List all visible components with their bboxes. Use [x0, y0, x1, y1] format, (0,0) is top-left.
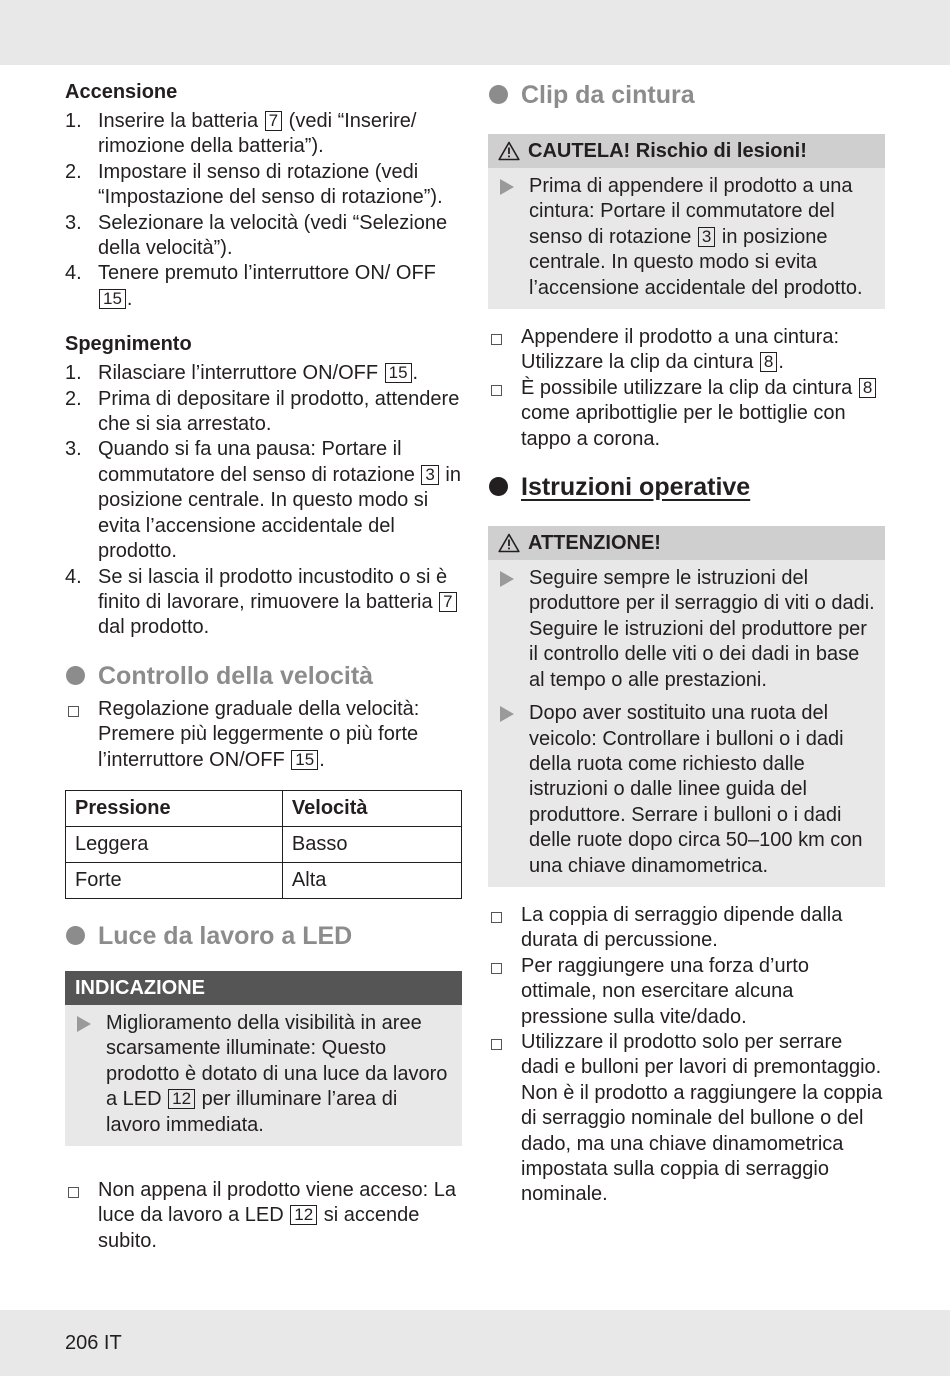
table-header-row	[66, 790, 462, 826]
step-number: 1.	[65, 110, 82, 132]
list-item: 1. Rilasciare l’interruttore ON/OFF 15 .	[65, 361, 462, 386]
arrow-right-icon	[77, 1016, 91, 1032]
notice-title: ATTENZIONE!	[488, 526, 885, 560]
list-item: La coppia di serraggio dipende dalla durata di percussione.	[488, 903, 885, 954]
list-item: 4. Tenere premuto l’interruttore ON/ OFF 15 .	[65, 262, 436, 310]
part-ref-badge: 8	[760, 352, 777, 372]
caution-notice	[488, 134, 885, 309]
bullet-dot-icon	[489, 85, 508, 104]
left-column	[65, 80, 462, 1254]
arrow-right-icon	[500, 571, 514, 587]
right-column	[488, 80, 885, 1208]
bullet-dot-icon	[489, 477, 508, 496]
spegnimento-steps	[65, 361, 462, 640]
part-ref-badge: 3	[698, 227, 715, 247]
checkbox-square-icon	[491, 963, 502, 974]
list-item: Per raggiungere una forza d’urto ottimale, non esercitare alcuna pressione sulla vite/dado.	[488, 954, 885, 1030]
warning-triangle-icon	[498, 141, 520, 161]
part-ref-badge: 15	[291, 750, 318, 770]
table-cell: Leggera	[66, 826, 283, 862]
accensione-steps	[65, 109, 462, 312]
list-item: Appendere il prodotto a una cintura: Utilizzare la clip da cintura 8 .	[488, 325, 885, 376]
step-number: 4.	[65, 565, 82, 588]
table-cell: Basso	[282, 826, 461, 862]
notice-item: Miglioramento della visibilità in aree scarsamente illuminate: Questo prodotto è dotato di una luce da lavoro a LED 12 per illuminare l’area di lavoro immediata.	[75, 1011, 454, 1138]
part-ref-badge: 8	[859, 378, 876, 398]
part-ref-badge: 7	[439, 592, 456, 612]
notice-title: CAUTELA! Rischio di lesioni!	[488, 134, 885, 168]
list-item: 4. Se si lascia il prodotto incustodito o si è finito di lavorare, rimuovere la batteria 7 dal prodotto.	[65, 565, 462, 641]
step-number: 3.	[65, 211, 82, 234]
clip-bullets	[488, 325, 885, 452]
notice-item: Dopo aver sostituito una ruota del veicolo: Controllare i bulloni o i dadi della ruota come richiesto dalle istruzioni o dalle linee guida del produttore. Serrare i bulloni o i dadi delle ruote dopo circa 50–100 km con una chiave dinamometrica.	[498, 701, 877, 879]
checkbox-square-icon	[491, 385, 502, 396]
list-item: 2. Impostare il senso di rotazione (vedi “Impostazione del senso di rotazione”).	[65, 160, 443, 209]
list-item: 2. Prima di depositare il prodotto, attendere che si sia arrestato.	[65, 387, 460, 436]
led-bullets	[65, 1178, 462, 1254]
part-ref-badge: 3	[421, 465, 438, 485]
step-number: 2.	[65, 387, 82, 410]
bullet-dot-icon	[66, 926, 85, 945]
list-item: 3. Quando si fa una pausa: Portare il commutatore del senso di rotazione 3 in posizione centrale. In questo modo si evita l’accensione accidentale del prodotto.	[65, 438, 461, 563]
notice-title: INDICAZIONE	[65, 971, 462, 1005]
list-item: Non appena il prodotto viene acceso: La luce da lavoro a LED 12 si accende subito.	[65, 1178, 462, 1254]
checkbox-square-icon	[491, 912, 502, 923]
part-ref-badge: 15	[385, 363, 412, 383]
step-number: 2.	[65, 160, 82, 183]
table-row	[66, 862, 462, 898]
checkbox-square-icon	[68, 706, 79, 717]
page-number: 206 IT	[65, 1332, 122, 1354]
part-ref-badge: 12	[168, 1089, 195, 1109]
list-item: È possibile utilizzare la clip da cintura 8 come apribottiglie per le bottiglie con tappo a corona.	[488, 376, 885, 452]
footer-band	[0, 1310, 950, 1376]
part-ref-badge: 15	[99, 289, 126, 309]
section-title-operating: Istruzioni operative	[488, 472, 885, 502]
section-title-led: Luce da lavoro a LED	[65, 921, 462, 951]
table-row	[66, 826, 462, 862]
table-cell: Forte	[66, 862, 283, 898]
speed-table	[65, 790, 462, 899]
table-header-cell: Velocità	[282, 790, 461, 826]
part-ref-badge: 12	[290, 1205, 317, 1225]
arrow-right-icon	[500, 706, 514, 722]
header-band	[0, 0, 950, 65]
list-item: Utilizzare il prodotto solo per serrare dadi e bulloni per lavori di premontaggio. Non è il prodotto a raggiungere la coppia di serraggio nominale del bullone o del dado, ma una chiave dinamometrica impostata sulla coppia di serraggio nominale.	[488, 1030, 885, 1208]
step-number: 3.	[65, 438, 82, 461]
arrow-right-icon	[500, 179, 514, 195]
checkbox-square-icon	[491, 334, 502, 345]
checkbox-square-icon	[491, 1039, 502, 1050]
attention-notice	[488, 526, 885, 887]
list-item: Regolazione graduale della velocità: Premere più leggermente o più forte l’interruttore ON/OFF 15 .	[65, 697, 462, 773]
step-number: 1.	[65, 362, 82, 385]
list-item: 3. Selezionare la velocità (vedi “Selezione della velocità”).	[65, 211, 448, 260]
notice-item: Prima di appendere il prodotto a una cintura: Portare il commutatore del senso di rotazione 3 in posizione centrale. In questo modo si evita l’accensione accidentale del prodotto.	[498, 174, 877, 301]
part-ref-badge: 7	[265, 111, 282, 131]
checkbox-square-icon	[68, 1187, 79, 1198]
step-number: 4.	[65, 262, 82, 285]
subheading-accensione: Accensione	[65, 81, 178, 103]
subheading-spegnimento: Spegnimento	[65, 333, 192, 356]
table-header-cell: Pressione	[66, 790, 283, 826]
bullet-dot-icon	[66, 666, 85, 685]
operating-bullets	[488, 903, 885, 1208]
notice-item: Seguire sempre le istruzioni del produttore per il serraggio di viti o dadi. Seguire le istruzioni del produttore per il controllo delle viti o dei dadi in base al tempo o alle prestazioni.	[498, 566, 877, 693]
indicazione-notice	[65, 971, 462, 1146]
section-title-speed-control: Controllo della velocità	[65, 661, 462, 691]
section-title-clip: Clip da cintura	[488, 80, 885, 110]
list-item: 1. Inserire la batteria 7 (vedi “Inserire/ rimozione della batteria”).	[65, 110, 417, 158]
table-cell: Alta	[282, 862, 461, 898]
warning-triangle-icon	[498, 533, 520, 553]
speed-bullets	[65, 697, 462, 773]
